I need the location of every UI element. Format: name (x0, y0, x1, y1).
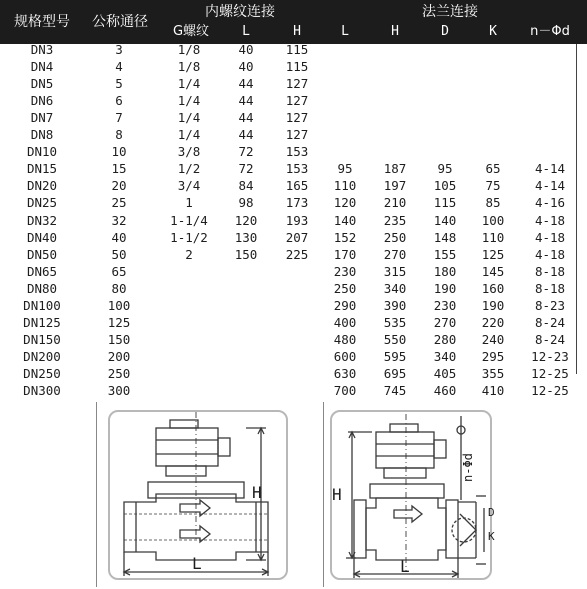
cell-n-phi-d: 12-25 (531, 383, 569, 398)
cell-flange-D: 155 (433, 246, 457, 262)
cell-n-phi-d: 8-24 (534, 314, 566, 330)
cell-thread-L: 44 (238, 93, 254, 109)
cell-g-thread: 1/4 (177, 76, 201, 92)
cell-thread-H: 207 (285, 229, 309, 245)
cell-flange-L (327, 75, 363, 92)
cell-thread-H (279, 314, 315, 331)
cell-flange-K: 110 (481, 229, 505, 245)
cell-flange-L: 140 (333, 212, 357, 228)
cell-thread-L: 98 (238, 195, 254, 211)
cell-nominal-bore: 125 (107, 314, 131, 330)
cell-flange-L: 290 (333, 297, 357, 313)
cell-thread-H (279, 280, 315, 297)
cell-n-phi-d (520, 75, 580, 92)
cell-thread-L: 130 (234, 229, 258, 245)
table-row (0, 331, 587, 348)
table-row (0, 348, 587, 365)
header-flange-H: H (391, 24, 399, 39)
cell-nominal-bore: 15 (111, 161, 127, 177)
cell-flange-D: 140 (433, 212, 457, 228)
cell-flange-K: 75 (485, 178, 501, 194)
cell-flange-K: 160 (481, 280, 505, 296)
cell-n-phi-d: 4-18 (534, 212, 566, 228)
cell-flange-D (427, 75, 463, 92)
cell-nominal-bore: 4 (115, 59, 123, 75)
cell-flange-K: 85 (485, 195, 501, 211)
header-flange-K: K (489, 24, 497, 39)
cell-flange-H: 235 (383, 212, 407, 228)
table-header (0, 0, 587, 44)
cell-flange-L: 230 (333, 263, 357, 279)
cell-nominal-bore: 250 (107, 365, 131, 381)
cell-flange-K: 65 (485, 161, 501, 177)
table-row (0, 229, 587, 246)
cell-thread-H (279, 297, 315, 314)
cell-flange-D: 180 (433, 263, 457, 279)
cell-n-phi-d: 4-18 (534, 246, 566, 262)
cell-g-thread: 1/4 (177, 110, 201, 126)
cell-model: DN200 (23, 348, 61, 364)
cell-model: DN7 (30, 110, 54, 126)
cell-flange-L: 480 (333, 331, 357, 347)
cell-nominal-bore: 200 (107, 348, 131, 364)
cell-flange-L: 400 (333, 314, 357, 330)
cell-flange-L (327, 126, 363, 143)
table-row (0, 212, 587, 229)
cell-g-thread: 1/4 (177, 93, 201, 109)
cell-thread-L: 150 (234, 246, 258, 262)
cell-model: DN65 (26, 263, 58, 279)
flanged-valve-drawing (326, 402, 526, 589)
drawing-divider-middle (323, 402, 324, 587)
cell-nominal-bore: 40 (111, 229, 127, 245)
cell-model: DN40 (26, 229, 58, 245)
cell-n-phi-d: 8-18 (534, 280, 566, 296)
cell-model: DN8 (30, 127, 54, 143)
cell-n-phi-d (520, 126, 580, 143)
table-right-rule (576, 44, 577, 374)
table-row (0, 75, 587, 92)
cell-n-phi-d (520, 58, 580, 75)
cell-thread-H (279, 263, 315, 280)
table-row (0, 58, 587, 75)
table-row (0, 41, 587, 58)
cell-thread-L: 72 (238, 161, 254, 177)
cell-flange-H (377, 92, 413, 109)
cell-flange-K (475, 143, 511, 160)
cell-thread-L: 44 (238, 110, 254, 126)
cell-flange-H: 197 (383, 178, 407, 194)
cell-flange-D (427, 41, 463, 58)
cell-thread-L (228, 280, 264, 297)
cell-g-thread: 1/4 (177, 127, 201, 143)
cell-thread-H: 127 (285, 93, 309, 109)
cell-flange-K (475, 58, 511, 75)
table-row (0, 297, 587, 314)
cell-nominal-bore: 20 (111, 178, 127, 194)
cell-flange-K (475, 41, 511, 58)
cell-g-thread (160, 263, 218, 280)
table-row (0, 194, 587, 211)
cell-flange-H (377, 58, 413, 75)
cell-thread-L: 72 (238, 144, 254, 160)
cell-nominal-bore: 80 (111, 280, 127, 296)
left-flange (354, 500, 366, 558)
right-flange (446, 500, 458, 558)
header-thread-connection: 内螺纹连接 (205, 4, 275, 20)
header-thread-L: L (242, 24, 250, 39)
cell-flange-L: 95 (337, 161, 353, 177)
cell-flange-H: 745 (383, 383, 407, 398)
cell-g-thread: 1-1/2 (170, 229, 208, 245)
table-row (0, 160, 587, 177)
cell-n-phi-d: 12-25 (531, 365, 569, 381)
cell-g-thread: 3/4 (177, 178, 201, 194)
dim-D-label: D (488, 506, 495, 519)
cell-flange-D: 105 (433, 178, 457, 194)
cell-thread-L (228, 331, 264, 348)
cell-thread-H: 193 (285, 212, 309, 228)
cell-model: DN5 (30, 76, 54, 92)
cell-thread-H: 225 (285, 246, 309, 262)
table-row (0, 365, 587, 382)
cell-thread-L: 40 (238, 59, 254, 75)
cell-n-phi-d (520, 143, 580, 160)
cell-flange-H: 535 (383, 314, 407, 330)
cell-flange-D (427, 92, 463, 109)
cell-flange-H (377, 41, 413, 58)
header-n-phi-d: n－Φd (530, 24, 570, 39)
cell-model: DN3 (30, 42, 54, 57)
cell-flange-H (377, 75, 413, 92)
table-row (0, 126, 587, 143)
table-row (0, 92, 587, 109)
cell-flange-H: 695 (383, 365, 407, 381)
cell-thread-L: 44 (238, 127, 254, 143)
cell-flange-H: 250 (383, 229, 407, 245)
cell-nominal-bore: 65 (111, 263, 127, 279)
header-flange-connection: 法兰连接 (422, 4, 478, 20)
coil-head (376, 432, 434, 468)
cell-thread-H: 153 (285, 161, 309, 177)
cell-n-phi-d: 4-16 (534, 195, 566, 211)
table-row (0, 314, 587, 331)
cell-thread-H: 165 (285, 178, 309, 194)
cell-model: DN20 (26, 178, 58, 194)
header-nominal-bore: 公称通径 (92, 14, 148, 30)
cell-flange-K: 240 (481, 331, 505, 347)
header-flange-D: D (441, 24, 449, 39)
cell-flange-H: 210 (383, 195, 407, 211)
cell-flange-H: 270 (383, 246, 407, 262)
cell-flange-K (475, 109, 511, 126)
cell-flange-L: 152 (333, 229, 357, 245)
table-row (0, 280, 587, 297)
cell-nominal-bore: 300 (107, 383, 131, 398)
cell-n-phi-d: 4-14 (534, 178, 566, 194)
cell-flange-D (427, 143, 463, 160)
valve-bonnet (370, 484, 444, 498)
cell-n-phi-d (520, 109, 580, 126)
threaded-valve-drawing (96, 402, 296, 589)
cell-flange-D: 405 (433, 365, 457, 381)
cell-thread-H: 127 (285, 127, 309, 143)
cell-flange-D: 270 (433, 314, 457, 330)
cell-model: DN6 (30, 93, 54, 109)
cell-thread-H (279, 331, 315, 348)
cell-flange-K: 355 (481, 365, 505, 381)
cell-flange-L (327, 109, 363, 126)
cell-flange-L (327, 41, 363, 58)
cell-flange-K (475, 92, 511, 109)
cell-thread-H: 115 (285, 42, 309, 57)
table-row (0, 246, 587, 263)
cell-thread-H (279, 382, 315, 399)
dim-H-label: H (252, 483, 262, 502)
cell-thread-H (279, 365, 315, 382)
table-row (0, 143, 587, 160)
cell-flange-H (377, 143, 413, 160)
cell-n-phi-d (520, 41, 580, 58)
cell-model: DN150 (23, 331, 61, 347)
cell-flange-H: 340 (383, 280, 407, 296)
table-row (0, 109, 587, 126)
cell-flange-D: 115 (433, 195, 457, 211)
cell-model: DN80 (26, 280, 58, 296)
coil-head (156, 428, 218, 466)
cell-thread-L (228, 297, 264, 314)
dim-n-phi-d-label: n-Φd (461, 453, 475, 482)
cell-g-thread: 3/8 (177, 144, 201, 160)
cell-flange-D: 460 (433, 383, 457, 398)
cell-thread-L (228, 263, 264, 280)
cell-model: DN10 (26, 144, 58, 160)
cell-n-phi-d (520, 92, 580, 109)
drawing-divider-left (96, 402, 97, 587)
cell-thread-H (279, 348, 315, 365)
cell-g-thread: 1/8 (177, 42, 201, 57)
cell-flange-H (377, 126, 413, 143)
cell-flange-D: 280 (433, 331, 457, 347)
cell-flange-D: 148 (433, 229, 457, 245)
cell-flange-D (427, 126, 463, 143)
cell-flange-L: 700 (333, 383, 357, 398)
cell-flange-H: 315 (383, 263, 407, 279)
cell-flange-L (327, 143, 363, 160)
header-thread-H: H (293, 24, 301, 39)
cell-model: DN300 (23, 383, 61, 398)
cell-flange-D: 340 (433, 348, 457, 364)
cell-nominal-bore: 7 (115, 110, 123, 126)
cell-flange-H: 390 (383, 297, 407, 313)
cell-nominal-bore: 6 (115, 93, 123, 109)
dim-K-label: K (488, 530, 495, 543)
cell-flange-L: 120 (333, 195, 357, 211)
dim-H-label: H (332, 485, 342, 504)
cell-g-thread (160, 382, 218, 399)
cell-thread-L (228, 365, 264, 382)
cell-nominal-bore: 10 (111, 144, 127, 160)
cell-g-thread (160, 314, 218, 331)
dim-L-label: L (192, 554, 202, 573)
cell-model: DN32 (26, 212, 58, 228)
header-flange-L: L (341, 24, 349, 39)
cell-model: DN15 (26, 161, 58, 177)
cell-thread-H: 153 (285, 144, 309, 160)
cell-g-thread (160, 331, 218, 348)
header-g-thread: G螺纹 (172, 24, 210, 39)
cell-flange-H (377, 109, 413, 126)
cell-nominal-bore: 50 (111, 246, 127, 262)
cell-flange-K: 145 (481, 263, 505, 279)
cell-flange-K: 125 (481, 246, 505, 262)
cell-flange-H: 595 (383, 348, 407, 364)
cell-flange-D (427, 58, 463, 75)
cell-flange-K: 410 (481, 383, 505, 398)
cell-flange-L: 630 (333, 365, 357, 381)
cell-thread-H: 173 (285, 195, 309, 211)
cell-nominal-bore: 8 (115, 127, 123, 143)
cell-nominal-bore: 3 (115, 42, 123, 57)
cell-thread-L: 120 (234, 212, 258, 228)
cell-thread-L: 84 (238, 178, 254, 194)
cell-thread-H: 115 (285, 59, 309, 75)
flow-arrow-icon (180, 500, 210, 516)
cell-flange-K (475, 75, 511, 92)
cell-g-thread: 1/8 (177, 59, 201, 75)
flow-arrow-icon (180, 526, 210, 542)
table-row (0, 177, 587, 194)
cell-thread-L (228, 314, 264, 331)
cell-model: DN25 (26, 195, 58, 211)
cell-flange-K: 190 (481, 297, 505, 313)
cell-nominal-bore: 150 (107, 331, 131, 347)
cell-n-phi-d: 4-14 (534, 161, 566, 177)
cell-thread-L (228, 348, 264, 365)
cell-thread-L (228, 382, 264, 399)
cell-flange-L: 170 (333, 246, 357, 262)
cell-g-thread (160, 365, 218, 382)
cell-thread-H: 127 (285, 110, 309, 126)
cell-flange-K: 220 (481, 314, 505, 330)
cell-flange-K (475, 126, 511, 143)
cell-g-thread: 1/2 (177, 161, 201, 177)
cell-nominal-bore: 32 (111, 212, 127, 228)
cell-flange-K: 100 (481, 212, 505, 228)
cell-flange-K: 295 (481, 348, 505, 364)
cell-thread-L: 40 (238, 42, 254, 57)
cell-model: DN50 (26, 246, 58, 262)
cell-g-thread (160, 297, 218, 314)
cell-thread-H: 127 (285, 76, 309, 92)
cell-model: DN100 (23, 297, 61, 313)
cell-g-thread: 1-1/4 (170, 212, 208, 228)
cell-n-phi-d: 4-18 (534, 229, 566, 245)
cell-g-thread: 2 (185, 246, 193, 262)
dim-L-label: L (400, 557, 410, 576)
cell-flange-H: 550 (383, 331, 407, 347)
cell-model: DN250 (23, 365, 61, 381)
cell-flange-L (327, 92, 363, 109)
cell-flange-L: 600 (333, 348, 357, 364)
cell-n-phi-d: 12-23 (531, 348, 569, 364)
cell-flange-D: 95 (437, 161, 453, 177)
cell-nominal-bore: 100 (107, 297, 131, 313)
cell-nominal-bore: 5 (115, 76, 123, 92)
cell-g-thread (160, 348, 218, 365)
cell-n-phi-d: 8-23 (534, 297, 566, 313)
cell-nominal-bore: 25 (111, 195, 127, 211)
cell-model: DN4 (30, 59, 54, 75)
cell-flange-H: 187 (383, 161, 407, 177)
cell-model: DN125 (23, 314, 61, 330)
cell-g-thread: 1 (185, 195, 193, 211)
cell-g-thread (160, 280, 218, 297)
table-row (0, 382, 587, 399)
table-row (0, 263, 587, 280)
cell-n-phi-d: 8-18 (534, 263, 566, 279)
cell-thread-L: 44 (238, 76, 254, 92)
cell-flange-L: 110 (333, 178, 357, 194)
header-spec-model: 规格型号 (14, 14, 70, 30)
cell-flange-L (327, 58, 363, 75)
cell-flange-D: 190 (433, 280, 457, 296)
cell-flange-D (427, 109, 463, 126)
cell-flange-D: 230 (433, 297, 457, 313)
flow-arrow-icon (394, 506, 422, 522)
cell-n-phi-d: 8-24 (534, 331, 566, 347)
cell-flange-L: 250 (333, 280, 357, 296)
